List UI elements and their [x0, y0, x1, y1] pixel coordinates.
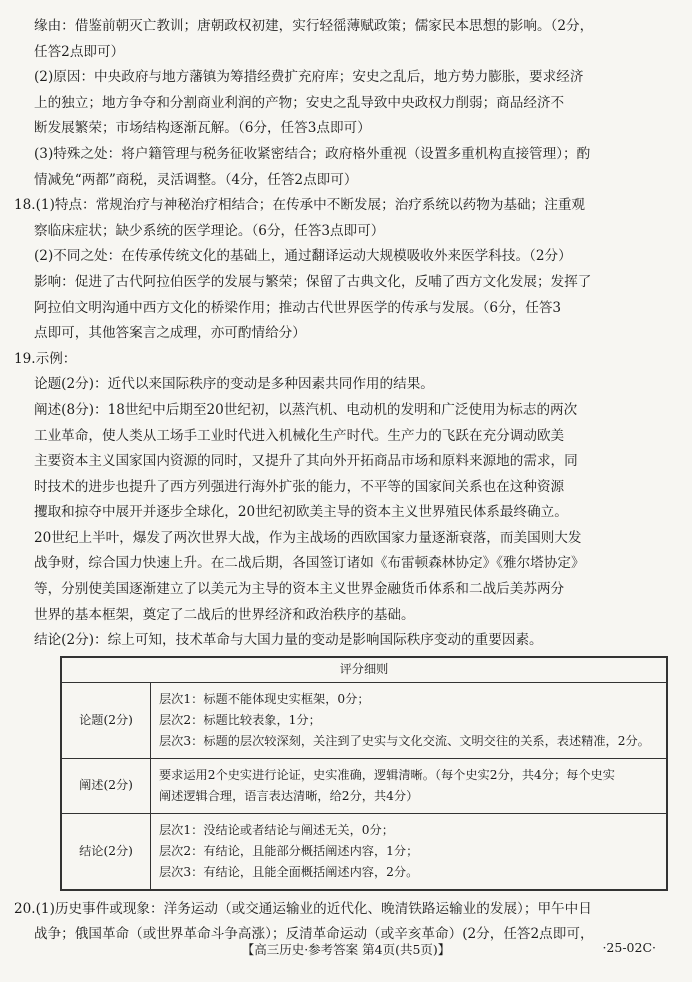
rubric-line: 层次1：标题不能体现史实框架，0分； — [159, 691, 370, 706]
text-line: 论题(2分)：近代以来国际秩序的变动是多种因素共同作用的结果。 — [34, 376, 434, 393]
text-line: 任答2点即可） — [34, 43, 125, 60]
table-row — [62, 682, 667, 758]
text-line: 工业革命，使人类从工场手工业时代进入机械化生产时代。生产力的飞跃在充分调动欧美 — [34, 427, 565, 444]
rubric-line: 要求运用2个史实进行论证，史实准确，逻辑清晰。（每个史实2分，共4分；每个史实 — [159, 767, 615, 782]
text-line: 影响：促进了古代阿拉伯医学的发展与繁荣；保留了古典文化，反哺了西方文化发展；发挥了 — [34, 273, 592, 290]
rubric-line: 层次3：标题的层次较深刻，关注到了史实与文化交流、文明交往的关系，表述精准，2分。 — [159, 733, 650, 748]
text-line: 战争；俄国革命（或世界革命斗争高涨）；反清革命运动（或辛亥革命）(2分，任答2点即可， — [34, 926, 594, 943]
text-line: 攫取和掠夺中展开并逐步全球化，20世纪初欧美主导的资本主义世界殖民体系最终确立。 — [34, 504, 568, 521]
text-line: 主要资本主义国家国内资源的同时，又提升了其向外开拓商品市场和原料来源地的需求，同 — [34, 453, 578, 470]
text-line: 战争财，综合国力快速上升。在二战后期，各国签订诸如《布雷顿森林协定》《雅尔塔协定》 — [34, 555, 585, 572]
rubric-category: 论题(2分) — [62, 682, 151, 758]
rubric-description — [151, 758, 667, 813]
text-line: 世界的基本框架，奠定了二战后的世界经济和政治秩序的基础。 — [34, 606, 415, 623]
text-line: 18.(1)特点：常规治疗与神秘治疗相结合；在传承中不断发展；治疗系统以药物为基础；注重观 — [14, 197, 586, 214]
text-line: 19.示例： — [14, 350, 77, 367]
rubric-description — [151, 682, 667, 758]
rubric-line: 层次1：没结论或者结论与阐述无关，0分； — [159, 822, 394, 837]
table-row — [62, 758, 667, 813]
text-line: 20.(1)历史事件或现象：洋务运动（或交通运输业的近代化、晚清铁路运输业的发展）；甲午中日 — [14, 900, 592, 917]
text-line: 时技术的进步也提升了西方列强进行海外扩张的能力，不平等的国家间关系也在这种资源 — [34, 478, 565, 495]
text-line: 结论(2分)：综上可知，技术革命与大国力量的变动是影响国际秩序变动的重要因素。 — [34, 632, 543, 649]
text-line: 等，分别使美国逐渐建立了以美元为主导的资本主义世界金融货币体系和二战后美苏两分 — [34, 581, 565, 598]
rubric-header: 评分细则 — [62, 657, 667, 682]
footer-code: ·25-02C· — [602, 940, 656, 955]
rubric-category: 阐述(2分) — [62, 758, 151, 813]
text-line: 断发展繁荣；市场结构逐渐瓦解。（6分，任答3点即可） — [34, 120, 371, 137]
text-line: 20世纪上半叶，爆发了两次世界大战，作为主战场的西欧国家力量逐渐衰落，而美国则大发 — [34, 529, 582, 546]
rubric-table — [60, 656, 668, 891]
text-line: 情减免“两都”商税，灵活调整。（4分，任答2点即可） — [34, 171, 358, 188]
text-line: (3)特殊之处：将户籍管理与税务征收紧密结合；政府格外重视（设置多重机构直接管理）；酌 — [34, 145, 591, 162]
rubric-description — [151, 813, 667, 889]
rubric-line: 阐述逻辑合理，语言表达清晰，给2分，共4分） — [159, 788, 419, 803]
rubric-line: 层次2：标题比较表象，1分； — [159, 712, 321, 727]
q17-continued — [34, 14, 658, 193]
rubric-line: 层次3：有结论，且能全面概括阐述内容，2分。 — [159, 864, 419, 879]
text-line: 阿拉伯文明沟通中西方文化的桥梁作用；推动古代世界医学的传承与发展。（6分，任答3 — [34, 299, 562, 316]
text-line: 点即可，其他答案言之成理，亦可酌情给分） — [34, 325, 306, 342]
text-line: 阐述(8分)：18世纪中后期至20世纪初，以蒸汽机、电动机的发明和广泛使用为标志的两次 — [34, 401, 578, 418]
rubric-category: 结论(2分) — [62, 813, 151, 889]
text-line: 缘由：借鉴前朝灭亡教训；唐朝政权初建，实行轻徭薄赋政策；儒家民本思想的影响。（2分， — [34, 18, 594, 34]
table-row — [62, 813, 667, 889]
text-line: 上的独立；地方争夺和分割商业利润的产物；安史之乱导致中央政权力削弱；商品经济不 — [34, 94, 565, 111]
question-19 — [14, 347, 658, 654]
text-line: (2)原因：中央政府与地方藩镇为筹措经费扩充府库；安史之乱后，地方势力膨胀，要求经济 — [34, 69, 584, 86]
page-footer — [0, 940, 692, 958]
question-18 — [14, 193, 658, 347]
text-line: 察临床症状；缺少系统的医学理论。（6分，任答3点即可） — [34, 222, 385, 239]
text-line: (2)不同之处：在传承传统文化的基础上，通过翻译运动大规模吸收外来医学科技。（2分） — [34, 248, 572, 265]
rubric-line: 层次2：有结论，且能部分概括阐述内容，1分； — [159, 843, 419, 858]
footer-title: 【高三历史·参考答案 第4页(共5页)】 — [241, 942, 451, 957]
